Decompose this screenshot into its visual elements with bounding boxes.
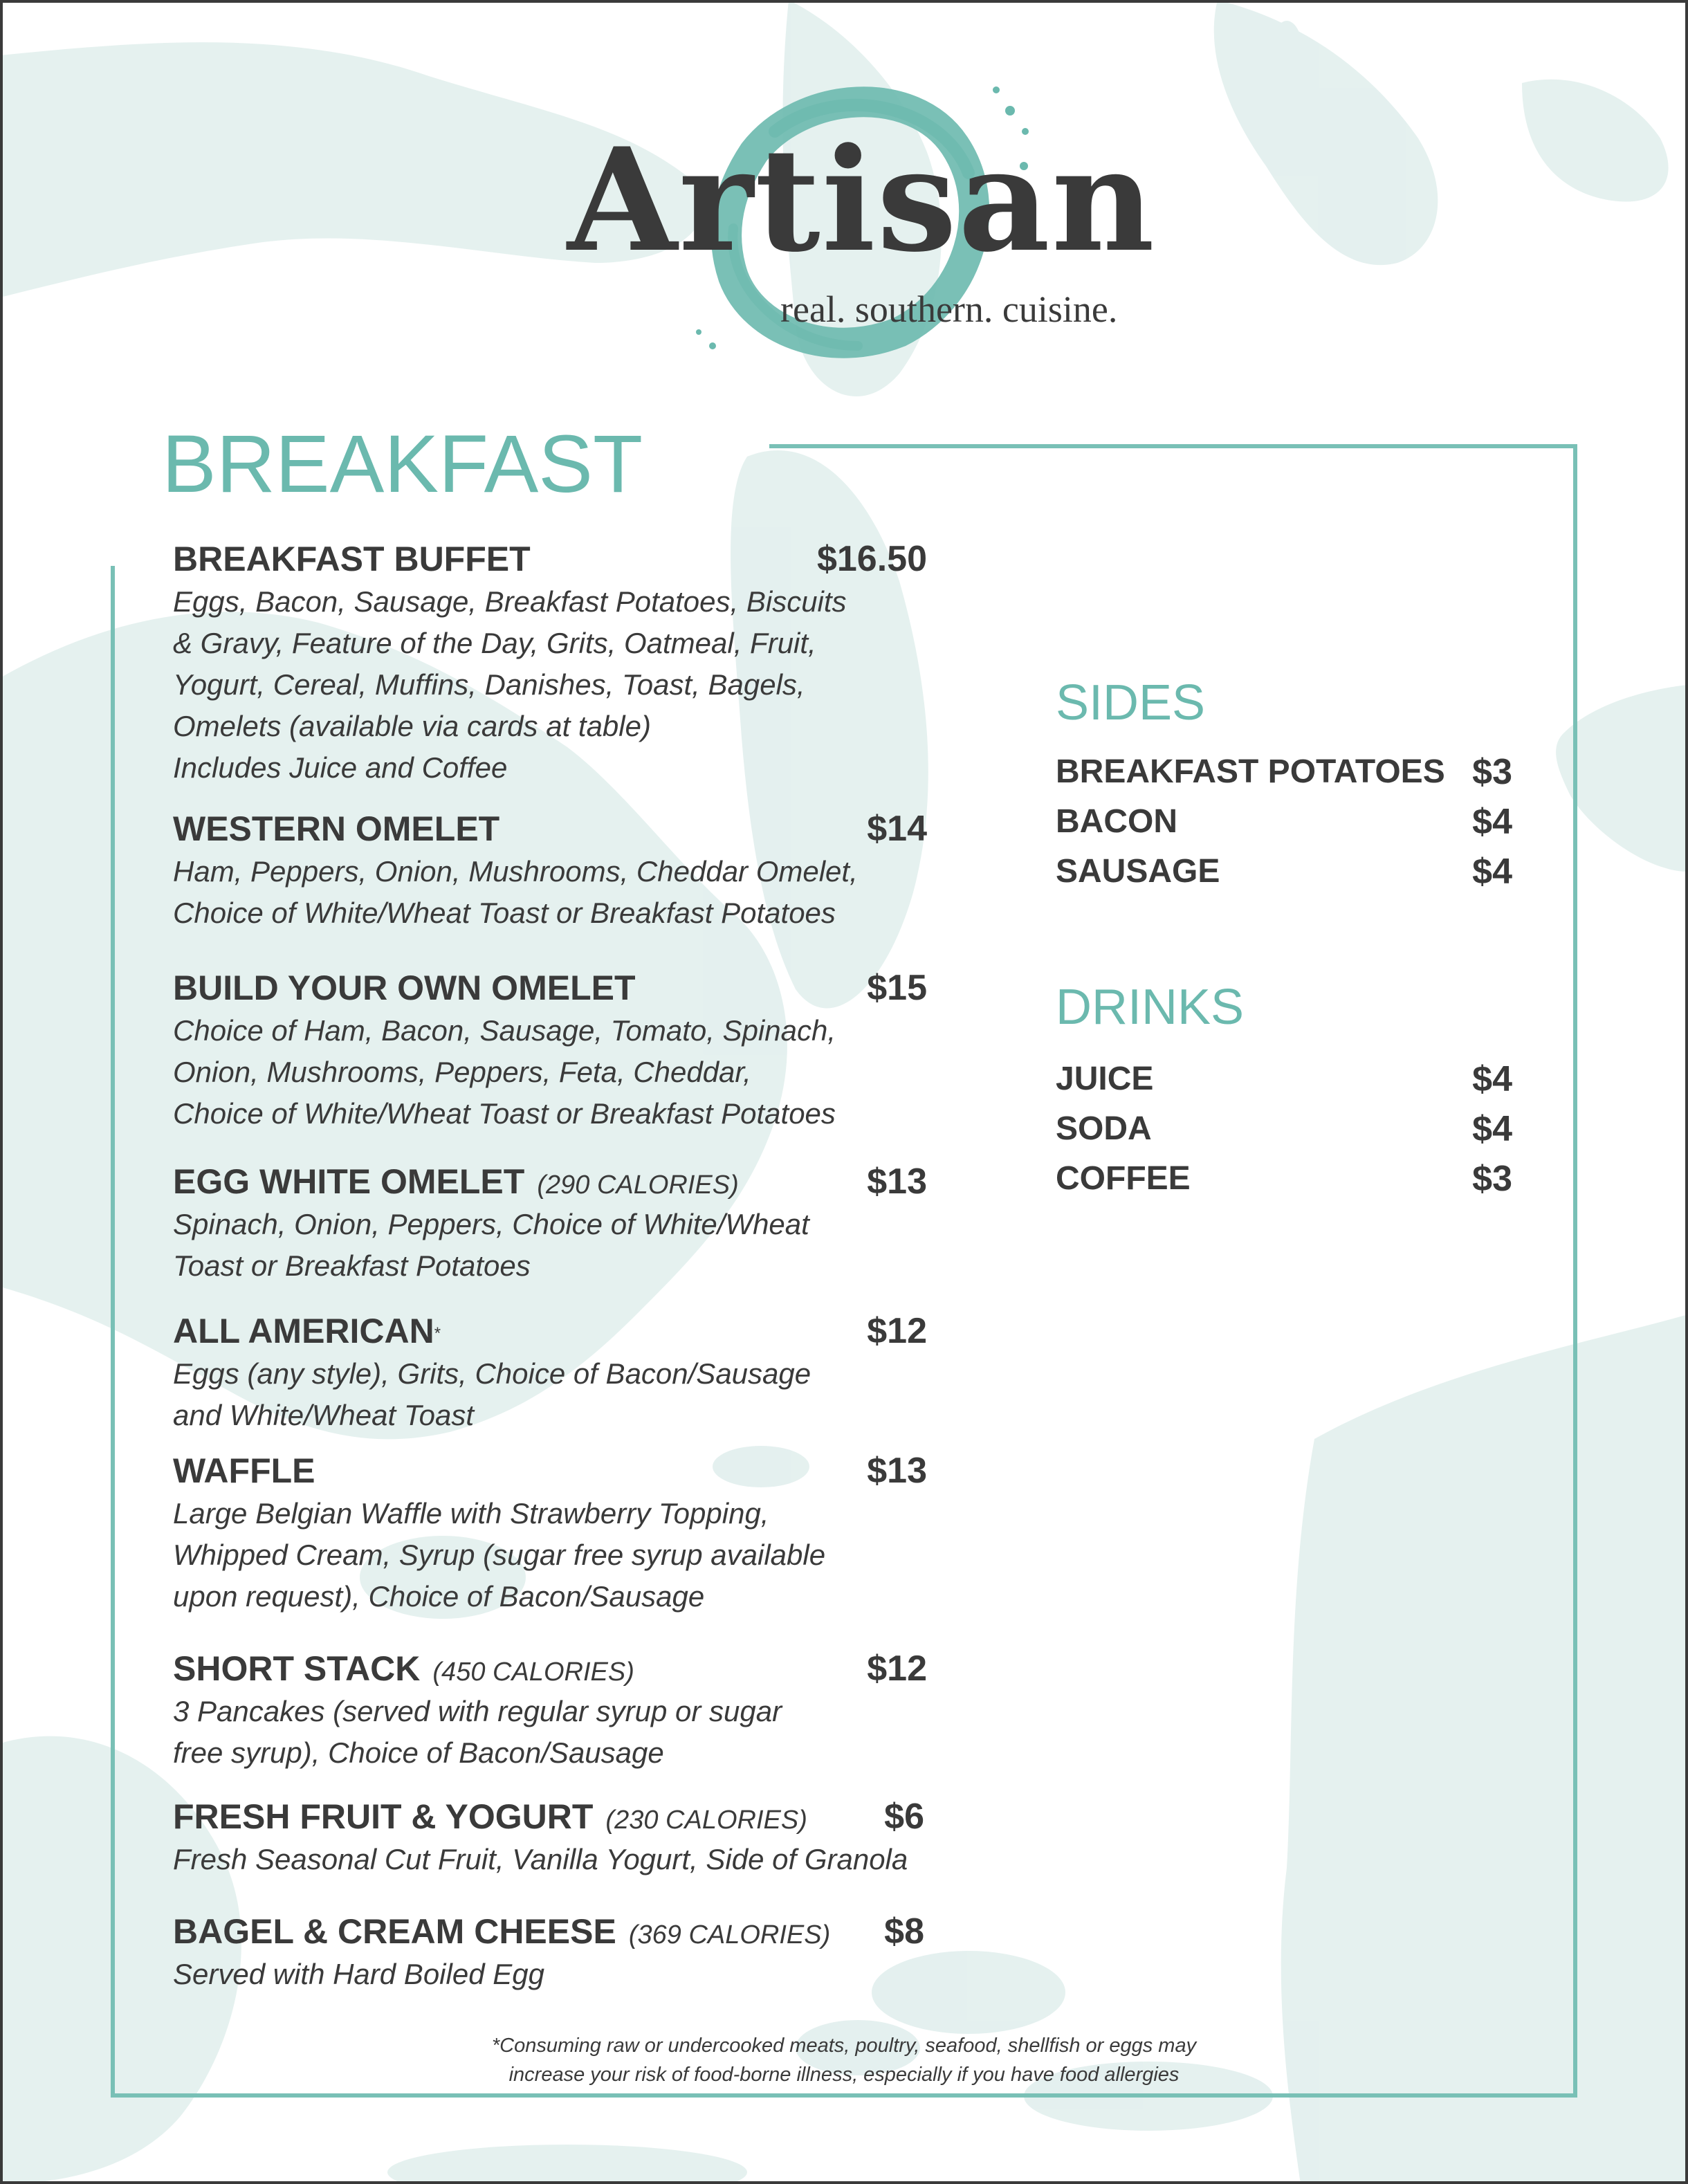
menu-item — [173, 1795, 927, 1880]
frame-left-rule — [111, 566, 115, 2098]
menu-item-description: 3 Pancakes (served with regular syrup or sugar free syrup), Choice of Bacon/Sausage — [173, 1695, 782, 1769]
menu-item-name-wrap — [173, 1646, 634, 1694]
menu-item-name: FRESH FRUIT & YOGURT — [173, 1797, 594, 1836]
side-item-price: $3 — [1472, 752, 1512, 792]
menu-item-description: Fresh Seasonal Cut Fruit, Vanilla Yogurt, Side of Granola — [173, 1843, 908, 1875]
menu-item-price: $15 — [867, 968, 927, 1008]
frame-right-rule — [1573, 444, 1577, 2098]
drink-item-price: $4 — [1472, 1059, 1512, 1099]
side-item-price: $4 — [1472, 852, 1512, 892]
drink-item-name: SODA — [1056, 1110, 1152, 1147]
menu-item-name: WAFFLE — [173, 1451, 315, 1490]
menu-item-name: BUILD YOUR OWN OMELET — [173, 969, 636, 1007]
logo-wordmark: Artisan — [567, 118, 1156, 284]
menu-item-description: Ham, Peppers, Onion, Mushrooms, Cheddar Omelet, Choice of White/Wheat Toast or Breakfast Potatoes — [173, 855, 858, 929]
menu-item-price: $13 — [867, 1162, 927, 1202]
menu-item-name: BAGEL & CREAM CHEESE — [173, 1912, 616, 1951]
menu-item-calories: (290 CALORIES) — [537, 1171, 739, 1200]
menu-item — [173, 537, 927, 789]
allergy-footnote-marker: * — [434, 1324, 441, 1343]
menu-item — [173, 1909, 927, 1995]
drink-item-price: $3 — [1472, 1159, 1512, 1199]
drink-item-name: JUICE — [1056, 1061, 1154, 1097]
side-item — [1056, 847, 1512, 897]
menu-item-price: $16.50 — [816, 539, 927, 579]
menu-item-description: Choice of Ham, Bacon, Sausage, Tomato, Spinach, Onion, Mushrooms, Peppers, Feta, Cheddar, Choice of White/Wheat Toast or Breakfast Potatoes — [173, 1014, 836, 1130]
menu-item-name-wrap — [173, 1159, 739, 1207]
allergy-footnote: *Consuming raw or undercooked meats, poultry, seafood, shellfish or eggs may increase your risk of food-borne illness, especially if you have food allergies — [491, 2035, 1197, 2086]
frame-bottom-rule — [111, 2093, 1577, 2098]
side-item-name: SAUSAGE — [1056, 853, 1220, 890]
drink-item-name: COFFEE — [1056, 1160, 1191, 1197]
menu-item-calories: (230 CALORIES) — [605, 1806, 807, 1835]
menu-item-name: ALL AMERICAN — [173, 1312, 434, 1350]
drinks-heading: DRINKS — [1056, 980, 1245, 1035]
menu-item-calories: (450 CALORIES) — [432, 1658, 634, 1687]
side-item-name: BACON — [1056, 803, 1177, 840]
menu-item-price: $12 — [867, 1311, 927, 1351]
menu-item — [173, 1309, 927, 1436]
menu-item-description: Large Belgian Waffle with Strawberry Topping, Whipped Cream, Syrup (sugar free syrup available upon request), Choice of Bacon/Sausage — [173, 1497, 826, 1613]
menu-item-name-wrap — [173, 1795, 807, 1842]
breakfast-heading: BREAKFAST — [162, 419, 643, 510]
menu-item-description: Eggs, Bacon, Sausage, Breakfast Potatoes, Biscuits & Gravy, Feature of the Day, Grits, Oatmeal, Fruit, Yogurt, Cereal, Muffins, Danishes, Toast, Bagels, Omelets (available via cards at table) Includes Juice and Coffee — [173, 585, 847, 784]
menu-item-name: BREAKFAST BUFFET — [173, 540, 531, 578]
sides-heading: SIDES — [1056, 675, 1206, 731]
menu-item-name: EGG WHITE OMELET — [173, 1162, 525, 1201]
menu-item-calories: (369 CALORIES) — [628, 1920, 831, 1949]
menu-item-description: Served with Hard Boiled Egg — [173, 1958, 544, 1990]
menu-item-price: $12 — [867, 1649, 927, 1689]
menu-item-name: WESTERN OMELET — [173, 809, 500, 848]
menu-item-name-wrap — [173, 1909, 830, 1957]
side-item-name: BREAKFAST POTATOES — [1056, 753, 1445, 790]
menu-item — [173, 807, 927, 934]
menu-item-price: $14 — [867, 809, 927, 849]
logo-tagline: real. southern. cuisine. — [780, 288, 1118, 330]
menu-item-price: $13 — [867, 1451, 927, 1491]
drink-item — [1056, 1054, 1512, 1104]
menu-item-description: Spinach, Onion, Peppers, Choice of White/Wheat Toast or Breakfast Potatoes — [173, 1208, 809, 1282]
menu-item — [173, 1646, 927, 1774]
menu-item-price: $8 — [884, 1911, 924, 1952]
menu-item-price: $6 — [884, 1797, 924, 1837]
side-item — [1056, 747, 1512, 797]
menu-item-name: SHORT STACK — [173, 1649, 421, 1688]
menu-item — [173, 966, 927, 1135]
menu-item-name-wrap — [173, 1309, 441, 1353]
menu-item-description: Eggs (any style), Grits, Choice of Bacon/Sausage and White/Wheat Toast — [173, 1357, 811, 1431]
drink-item-price: $4 — [1472, 1109, 1512, 1149]
drink-item — [1056, 1154, 1512, 1204]
drink-item — [1056, 1104, 1512, 1154]
frame-top-rule — [769, 444, 1577, 448]
side-item — [1056, 797, 1512, 847]
menu-item — [173, 1449, 927, 1617]
side-item-price: $4 — [1472, 802, 1512, 842]
menu-item — [173, 1159, 927, 1287]
